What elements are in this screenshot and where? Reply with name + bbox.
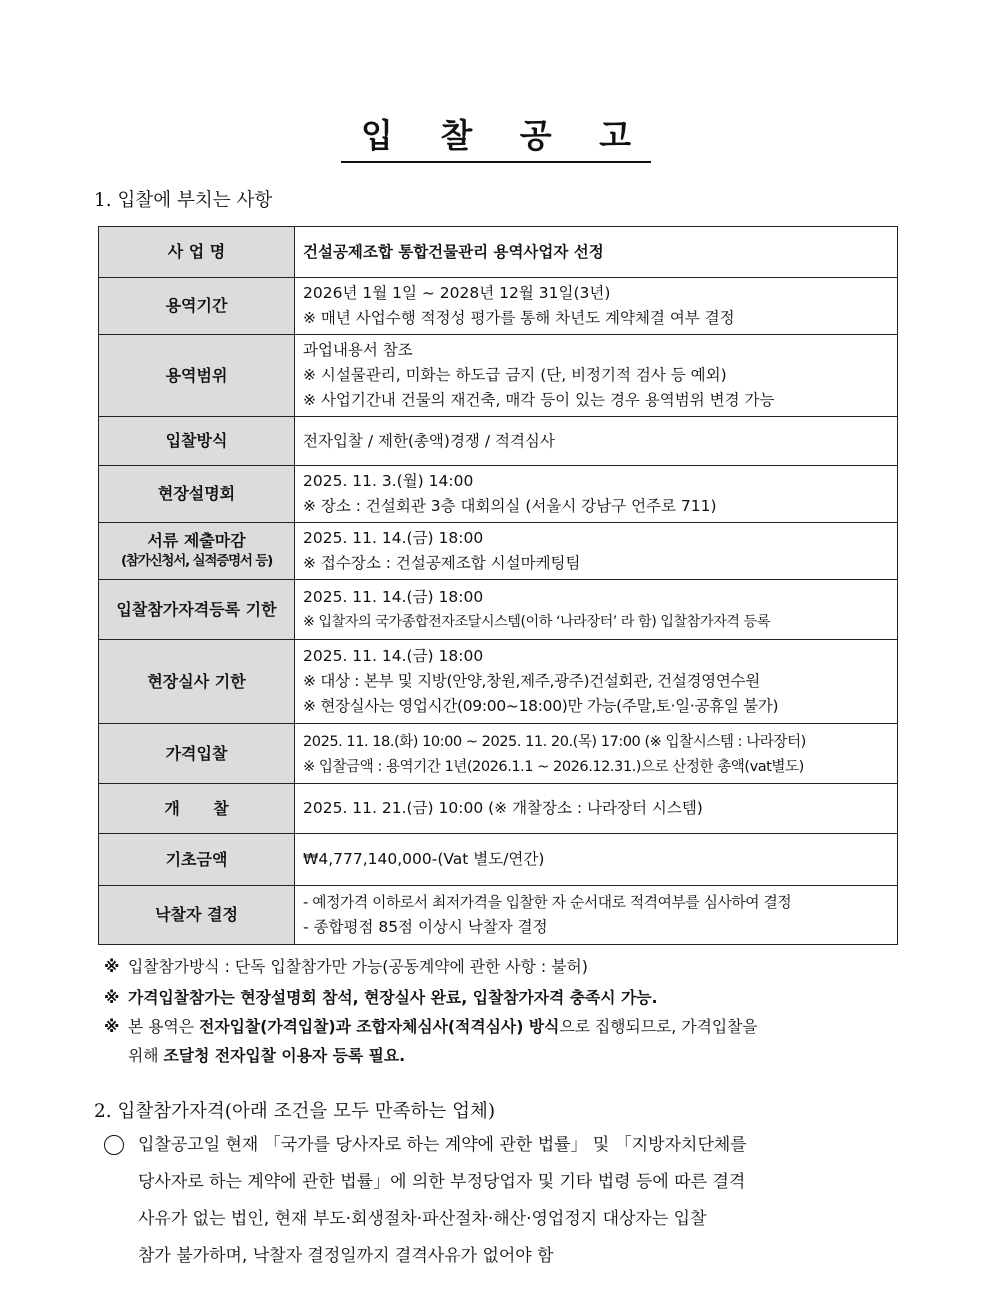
table-row (99, 724, 898, 784)
reference-mark-icon: ※ (104, 1017, 120, 1036)
row-value (295, 640, 898, 724)
row-value (295, 466, 898, 523)
paragraph-line: 참가 불가하며, 낙찰자 결정일까지 결격사유가 없어야 함 (138, 1246, 554, 1266)
table-row (99, 886, 898, 945)
row-value (295, 227, 898, 278)
value-line: 과업내용서 참조 (303, 341, 413, 359)
note-emphasis: 전자입찰(가격입찰)과 조합자체심사(적격심사) 방식 (199, 1017, 560, 1036)
paragraph-line: 입찰공고일 현재 「국가를 당사자로 하는 계약에 관한 법률」 및 「지방자치단체를 (138, 1135, 747, 1155)
row-value (295, 784, 898, 834)
note-text: 입찰참가방식 : 단독 입찰참가만 가능(공동계약에 관한 사항 : 불허) (128, 957, 588, 976)
page-title: 입 찰 공 고 (341, 110, 651, 163)
value-line: 2025. 11. 14.(금) 18:00 (303, 529, 484, 547)
reference-mark-icon: ※ (104, 988, 120, 1007)
value-line: 2025. 11. 14.(금) 18:00 (303, 587, 484, 606)
value-line: 2026년 1월 1일 ~ 2028년 12월 31일(3년) (303, 284, 611, 302)
table-row (99, 834, 898, 886)
circle-bullet-icon (104, 1135, 124, 1155)
table-row (99, 466, 898, 523)
value-line: ※ 시설물관리, 미화는 하도급 금지 (단, 비정기적 검사 등 예외) (303, 366, 727, 384)
table-row (99, 278, 898, 335)
value-line: ※ 장소 : 건설회관 3층 대회의실 (서울시 강남구 언주로 711) (303, 497, 717, 515)
row-label: 입찰방식 (99, 417, 295, 466)
table-row (99, 784, 898, 834)
table-row (99, 640, 898, 724)
value-line: ※ 대상 : 본부 및 지방(안양,창원,제주,광주)건설회관, 건설경영연수원 (303, 672, 760, 690)
section-1-heading: 1. 입찰에 부치는 사항 (94, 190, 273, 211)
note-e-bidding (104, 1014, 758, 1037)
table-row (99, 335, 898, 417)
note-text: 본 용역은 (128, 1017, 200, 1036)
title-wrap (0, 110, 992, 163)
row-label-sub: (참가신청서, 실적증명서 등) (120, 553, 273, 569)
bid-info-table (98, 226, 898, 945)
row-value (295, 278, 898, 335)
note-text: 가격입찰참가는 현장설명회 참석, 현장실사 완료, 입찰참가자격 충족시 가능. (128, 988, 658, 1007)
row-label (99, 523, 295, 580)
value-line: - 예정가격 이하로서 최저가격을 입찰한 자 순서대로 적격여부를 심사하여 결정 (303, 894, 792, 911)
row-label: 사 업 명 (99, 227, 295, 278)
note-text: 위해 (128, 1046, 164, 1065)
table-row (99, 523, 898, 580)
value-line: ※ 현장실사는 영업시간(09:00~18:00)만 가능(주말,토·일·공휴일 불가) (303, 697, 779, 715)
value-line: 2025. 11. 21.(금) 10:00 (※ 개찰장소 : 나라장터 시스템) (303, 799, 703, 817)
note-e-bidding-continued (128, 1043, 405, 1066)
note-emphasis: 조달청 전자입찰 이용자 등록 필요. (163, 1046, 406, 1065)
section-2-heading: 2. 입찰참가자격(아래 조건을 모두 만족하는 업체) (94, 1101, 496, 1122)
row-label: 용역범위 (99, 335, 295, 417)
value-line: 2025. 11. 14.(금) 18:00 (303, 647, 484, 665)
base-amount: ₩4,777,140,000-(Vat 별도/연간) (303, 850, 545, 868)
row-value (295, 580, 898, 640)
row-label: 가격입찰 (99, 724, 295, 784)
row-label: 현장실사 기한 (99, 640, 295, 724)
row-value (295, 417, 898, 466)
value-line: 전자입찰 / 제한(총액)경쟁 / 적격심사 (303, 431, 555, 450)
row-label: 입찰참가자격등록 기한 (99, 580, 295, 640)
value-line: ※ 입찰자의 국가종합전자조달시스템(이하 ‘나라장터’ 라 함) 입찰참가자격 등록 (303, 613, 770, 630)
row-value (295, 335, 898, 417)
value-line: ※ 접수장소 : 건설공제조합 시설마케팅팀 (303, 554, 581, 572)
row-label-main: 서류 제출마감 (147, 531, 246, 550)
row-label: 용역기간 (99, 278, 295, 335)
value-line: - 종합평점 85점 이상시 낙찰자 결정 (303, 918, 548, 936)
row-label: 낙찰자 결정 (99, 886, 295, 945)
row-value (295, 834, 898, 886)
note-price-bid (104, 985, 658, 1008)
value-line: ※ 사업기간내 건물의 재건축, 매각 등이 있는 경우 용역범위 변경 가능 (303, 391, 775, 409)
paragraph-line: 당사자로 하는 계약에 관한 법률」에 의한 부정당업자 및 기타 법령 등에 따른 결격 (138, 1172, 746, 1192)
table-row (99, 227, 898, 278)
paragraph-line: 사유가 없는 법인, 현재 부도·회생절차·파산절차·해산·영업정지 대상자는 입찰 (138, 1209, 707, 1229)
row-value (295, 886, 898, 945)
row-value (295, 724, 898, 784)
reference-mark-icon: ※ (104, 957, 120, 976)
row-value (295, 523, 898, 580)
row-label: 현장설명회 (99, 466, 295, 523)
row-label: 개 찰 (99, 784, 295, 834)
table-row (99, 580, 898, 640)
note-text: 으로 집행되므로, 가격입찰을 (559, 1017, 758, 1036)
note-participation (104, 954, 588, 977)
value-line: ※ 입찰금액 : 용역기간 1년(2026.1.1 ~ 2026.12.31.)으로 산정한 총액(vat별도) (303, 757, 804, 775)
project-name: 건설공제조합 통합건물관리 용역사업자 선정 (303, 242, 604, 261)
value-line: 2025. 11. 3.(월) 14:00 (303, 472, 474, 490)
value-line: ※ 매년 사업수행 적정성 평가를 통해 차년도 계약체결 여부 결정 (303, 309, 735, 327)
table-row (99, 417, 898, 466)
row-label: 기초금액 (99, 834, 295, 886)
value-line: 2025. 11. 18.(화) 10:00 ~ 2025. 11. 20.(목) 17:00 (※ 입찰시스템 : 나라장터) (303, 732, 806, 750)
